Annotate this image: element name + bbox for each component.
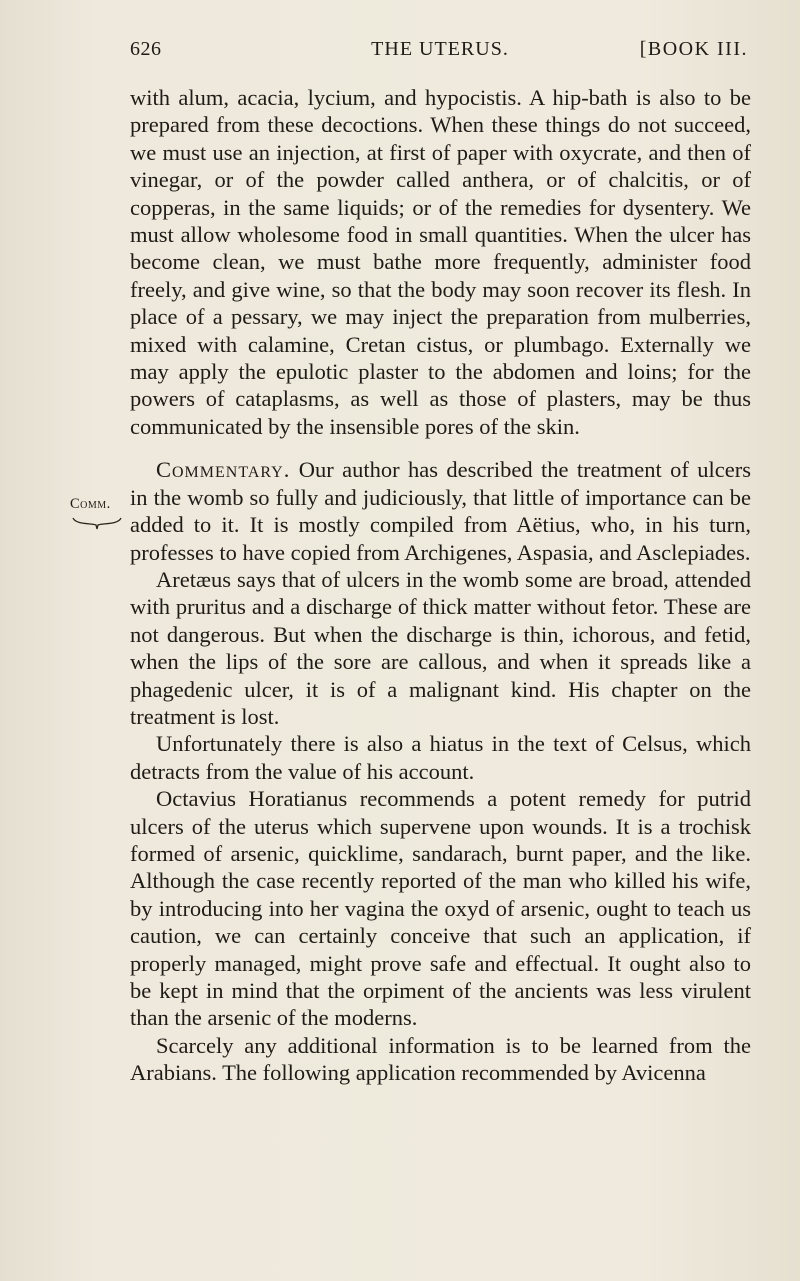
brace-icon [72, 516, 122, 530]
paragraph-text: Our author has described the treatment of ulcers in the womb so fully and judiciously, that little of importance can be added to it. It is mostly compiled from Aëtius, who, in his turn, professes to have copied from Archigenes, Aspasia, and Asclepiades. [130, 457, 752, 565]
paragraph [130, 456, 751, 566]
paragraph: Unfortunately there is also a hiatus in the text of Celsus, which detracts from the value of his account. [130, 731, 751, 784]
margin-note: Comm. [70, 496, 111, 512]
book-label: [BOOK III. [639, 38, 748, 60]
paragraph: Octavius Horatianus recommends a potent remedy for putrid ulcers of the uterus which supervene upon wounds. It is a trochisk formed of arsenic, quicklime, sandarach, burnt paper, and the like. Although the case recently reported of the man who killed his wife, by introducing into her vagina the oxyd of arsenic, ought to teach us caution, we can certainly conceive that such an application, if properly managed, might prove safe and effectual. It ought also to be kept in mind that the orpiment of the ancients was less virulent than the arsenic of the moderns. [130, 786, 751, 1031]
commentary-label: Commentary. [156, 457, 291, 483]
page-number: 626 [130, 38, 162, 60]
running-head [130, 38, 750, 66]
paragraph: Aretæus says that of ulcers in the womb some are broad, attended with pruritus and a discharge of thick matter without fetor. These are not dangerous. But when the discharge is thin, ichorous, and fetid, when the lips of the sore are callous, and when it spreads like a phagedenic ulcer, it is of a malignant kind. His chapter on the treatment is lost. [130, 566, 751, 729]
paragraph: with alum, acacia, lycium, and hypocistis. A hip-bath is also to be prepared from these decoctions. When these things do not succeed, we must use an injection, at first of paper with oxycrate, and then of vinegar, or of the powder called anthera, or of chalcitis, or of copperas, in the same liquids; or of the remedies for dysentery. We must allow wholesome food in small quantities. When the ulcer has become clean, we must bathe more frequently, administer food freely, and give wine, so that the body may soon recover its flesh. In place of a pessary, we may inject the preparation from mulberries, mixed with calamine, Cretan cistus, or plumbago. Externally we may apply the epulotic plaster to the abdomen and loins; for the powers of cataplasms, as well as those of plasters, may be thus communicated by the insensible pores of the skin. [130, 85, 751, 439]
running-title: THE UTERUS. [371, 38, 509, 60]
paragraph: Scarcely any additional information is to be learned from the Arabians. The following application recommended by Avicenna [130, 1032, 751, 1086]
body-text [130, 84, 751, 1087]
